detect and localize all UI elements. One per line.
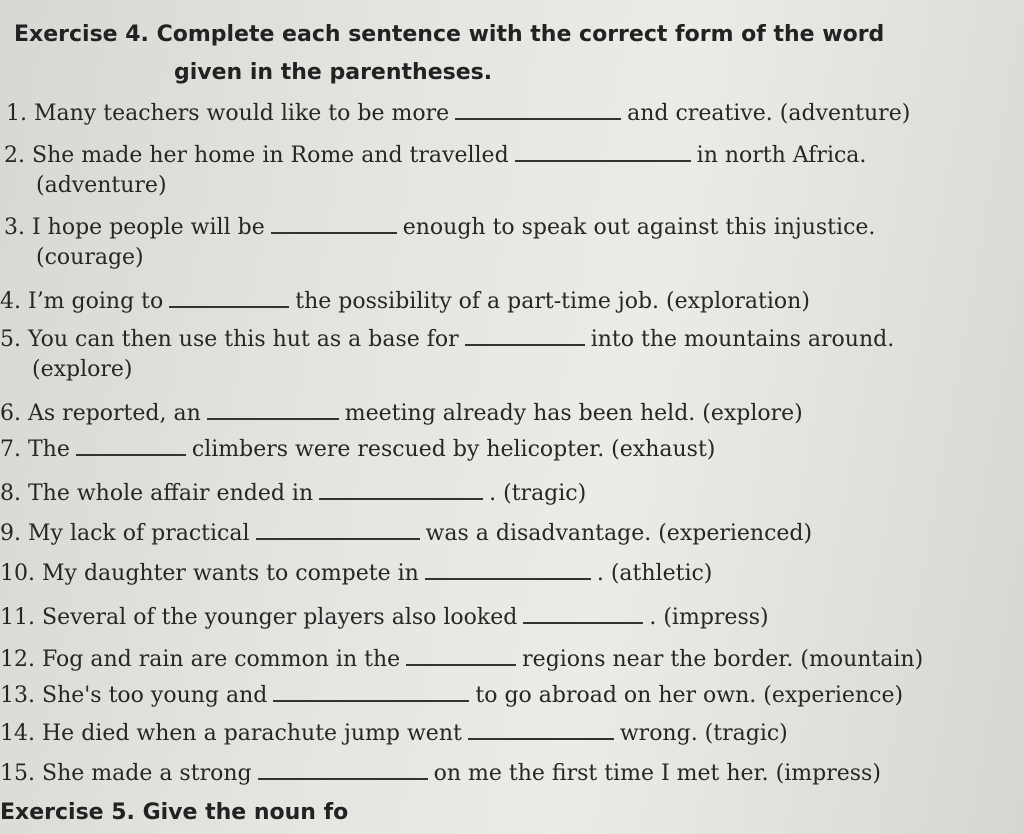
heading-line-1: Exercise 4. Complete each sentence with the correct form of the word [14,22,885,47]
item-text-before: The whole affair ended in [28,481,314,506]
exercise-item [0,284,1010,317]
item-text-after: . (impress) [649,605,769,630]
answer-blank[interactable] [273,678,469,702]
item-text-after: meeting already has been held. (explore) [344,401,803,426]
exercise-item [0,432,1010,465]
item-text-after: regions near the border. (mountain) [522,647,924,672]
answer-blank[interactable] [258,756,428,780]
answer-blank[interactable] [515,138,691,162]
item-text-after: enough to speak out against this injustice. [402,215,876,240]
item-text-before: Fog and rain are common in the [42,647,401,672]
next-exercise-heading: Exercise 5. Give the noun fo [0,800,349,825]
answer-blank[interactable] [468,716,614,740]
exercise-heading [14,16,1004,92]
item-text-before: He died when a parachute jump went [42,721,462,746]
exercise-item [0,600,1010,633]
answer-blank[interactable] [169,284,289,308]
item-number: 3. [4,215,25,240]
item-text-before: She made her home in Rome and travelled [32,143,509,168]
item-text-before: I’m going to [28,289,164,314]
item-text-before: Several of the younger players also looked [42,605,518,630]
item-number: 8. [0,481,21,506]
item-text-before: She's too young and [42,683,268,708]
item-text-after: in north Africa. [696,143,867,168]
item-text-after: the possibility of a part-time job. (exploration) [295,289,810,314]
item-text-after: into the mountains around. [590,327,895,352]
item-number: 5. [0,327,21,352]
item-number: 6. [0,401,21,426]
answer-blank[interactable] [523,600,643,624]
item-number: 12. [0,647,35,672]
exercise-item [0,516,1010,549]
answer-blank[interactable] [465,322,585,346]
item-number: 13. [0,683,35,708]
answer-blank[interactable] [207,396,339,420]
answer-blank[interactable] [319,476,483,500]
item-text-before: The [28,437,70,462]
item-text-after: . (athletic) [596,561,713,586]
exercise-item [0,642,1010,675]
exercise-item [0,396,1010,429]
exercise-item [0,678,1010,711]
answer-blank[interactable] [271,210,397,234]
item-text-before: I hope people will be [32,215,265,240]
item-number: 1. [6,101,27,126]
item-text-before: She made a strong [42,761,252,786]
item-number: 14. [0,721,35,746]
item-text-after: wrong. (tragic) [619,721,788,746]
item-text-after: was a disadvantage. (experienced) [425,521,813,546]
exercise-item [4,210,1014,273]
item-hint: (courage) [36,245,144,270]
item-number: 15. [0,761,35,786]
exercise-item [0,556,1010,589]
exercise-item [0,716,1010,749]
item-text-after: on me the first time I met her. (impress) [433,761,881,786]
item-hint: (adventure) [36,173,167,198]
item-number: 2. [4,143,25,168]
item-text-after: . (tragic) [489,481,587,506]
exercise-item [0,322,1010,385]
item-text-before: Many teachers would like to be more [34,101,450,126]
item-number: 7. [0,437,21,462]
item-text-before: My lack of practical [28,521,250,546]
item-number: 4. [0,289,21,314]
exercise-item [0,756,1010,789]
item-text-after: to go abroad on her own. (experience) [475,683,904,708]
answer-blank[interactable] [425,556,591,580]
answer-blank[interactable] [76,432,186,456]
answer-blank[interactable] [256,516,420,540]
item-text-before: You can then use this hut as a base for [28,327,459,352]
item-text-before: My daughter wants to compete in [42,561,419,586]
answer-blank[interactable] [406,642,516,666]
item-hint: (explore) [32,357,133,382]
answer-blank[interactable] [455,96,621,120]
item-number: 11. [0,605,35,630]
exercise-item [0,476,1010,509]
exercise-item [6,96,1016,129]
item-number: 10. [0,561,35,586]
exercise-item [4,138,1014,201]
item-text-after: climbers were rescued by helicopter. (exhaust) [191,437,716,462]
item-number: 9. [0,521,21,546]
heading-line-2: given in the parentheses. [174,60,493,85]
item-text-after: and creative. (adventure) [627,101,911,126]
item-text-before: As reported, an [28,401,201,426]
